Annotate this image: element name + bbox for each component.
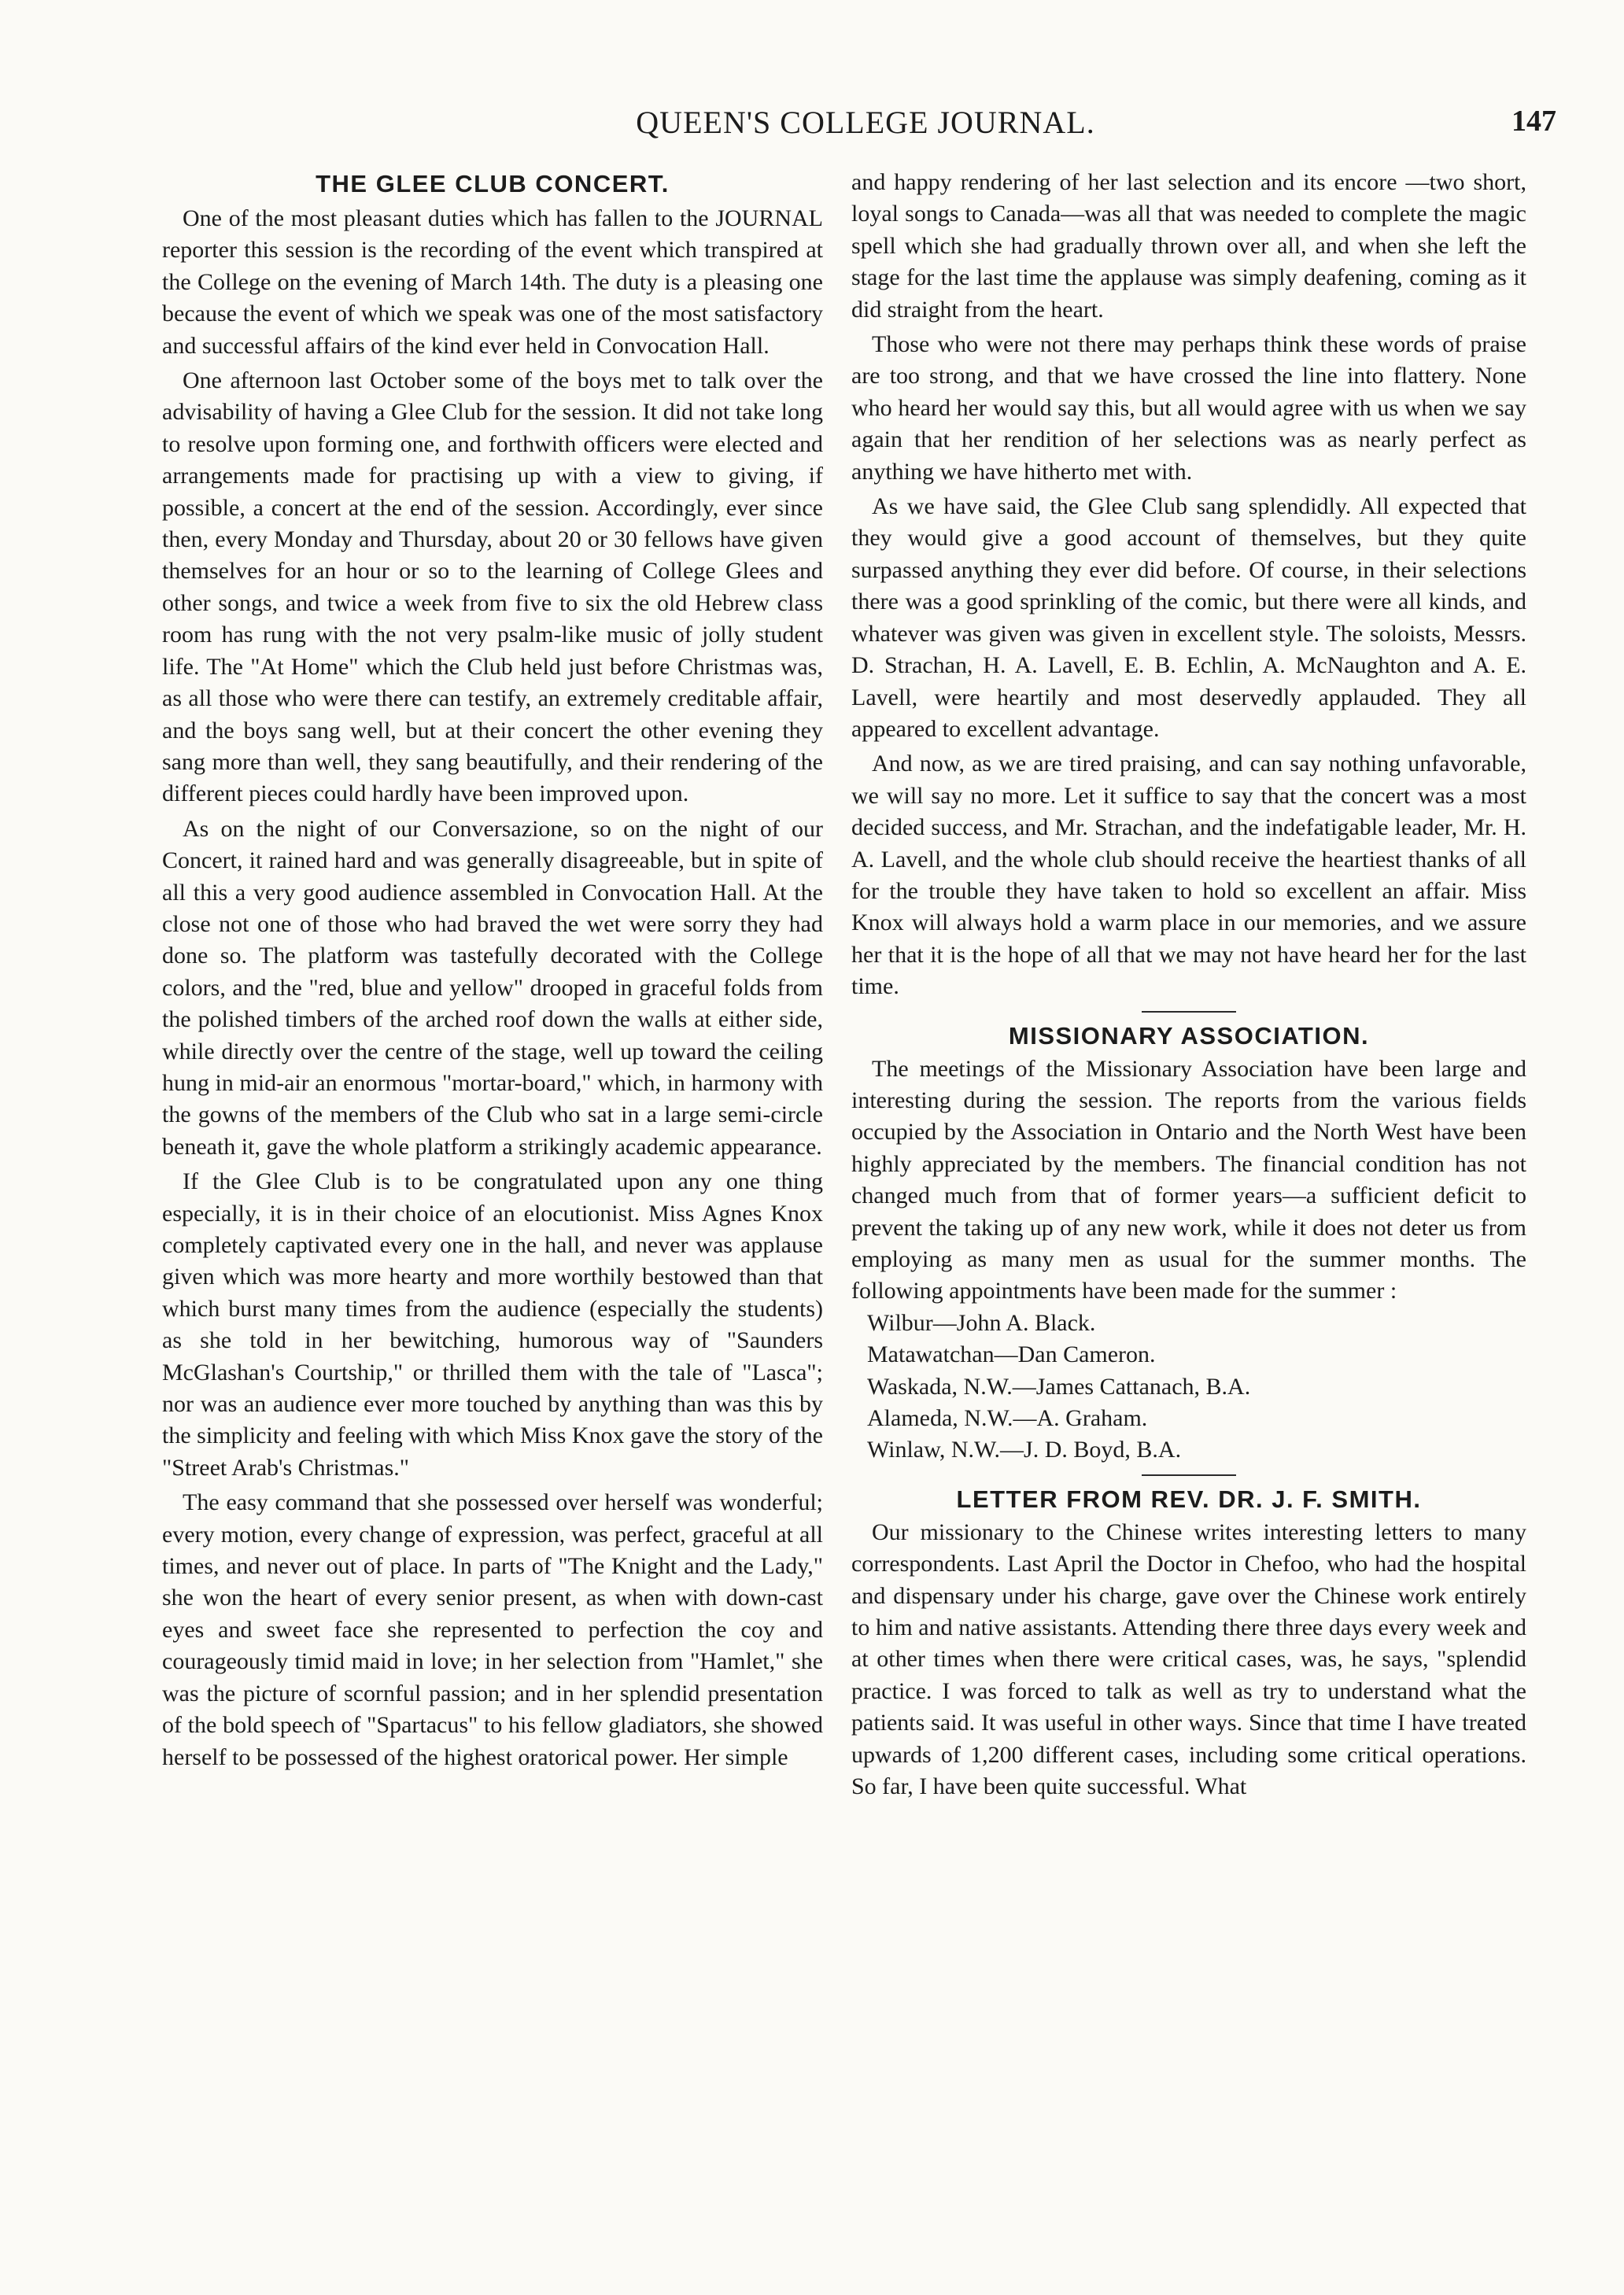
letter-heading: LETTER FROM REV. DR. J. F. SMITH. [956, 1485, 1422, 1513]
right-column [851, 167, 1526, 1803]
letter-paragraph-1: Our missionary to the Chinese writes interesting letters to many correspondents. Last April the Doctor in Chefoo, who had the hospital and dispensary under his charge, gave over the Chinese work entirely to him and native assistants. Attending there three days every week and at other times when there were critical cases, was, he says, "splendid practice. I was forced to talk as well as try to understand what the patients said. It was useful in other ways. Since that time I have treated upwards of 1,200 different cases, including some critical operations. So far, I have been quite successful. What [851, 1518, 1526, 1800]
section-divider [1142, 1011, 1236, 1013]
running-head [0, 104, 1624, 151]
missionary-heading: MISSIONARY ASSOCIATION. [1008, 1021, 1370, 1050]
section-divider [1142, 1474, 1236, 1476]
glee-club-paragraph-9: And now, as we are tired praising, and can say nothing unfavorable, we will say no more. Let it suffice to say that the concert was a most decided success, and Mr. Strachan, and the indefatigable leader, Mr. H. A. Lavell, and the whole club should receive the heartiest thanks of all for the trouble they have taken to hold so excellent an affair. Miss Knox will always hold a warm place in our memories, and we assure her that it is the hope of all that we may not have heard her for the last time. [851, 751, 1526, 1000]
glee-club-paragraph-1: One of the most pleasant duties which has fallen to the JOURNAL reporter this session is the recording of the event which transpired at the College on the evening of March 14th. The duty is a pleasing one because the event of which we speak was one of the most satisfactory and successful affairs of the kind ever held in Convocation Hall. [162, 205, 823, 359]
left-column [162, 167, 823, 1773]
glee-club-paragraph-4: If the Glee Club is to be congratulated upon any one thing especially, it is in their choice of an elocutionist. Miss Agnes Knox completely captivated every one in the hall, and never was applause given which was more hearty and more worthily bestowed than that which burst many times from the audience (especially the students) as she told in her bewitching, humorous way of "Saunders McGlashan's Courtship," or thrilled them with the tale of "Lasca"; nor was an audience ever more touched by anything than was this by the simplicity and feeling with which Miss Knox gave the story of the "Street Arab's Christmas." [162, 1168, 823, 1481]
glee-club-paragraph-6: and happy rendering of her last selection and its encore —two short, loyal songs to Canada—was all that was needed to complete the magic spell which she had gradually thrown over all, and when she left the stage for the last time the applause was simply deafening, coming as it did straight from the heart. [851, 169, 1526, 323]
glee-club-paragraph-8: As we have said, the Glee Club sang splendidly. All expected that they would give a good account of themselves, but they quite surpassed anything they ever did before. Of course, in their selections there was a good sprinkling of the comic, but there were all kinds, and whatever was given was given in excellent style. The soloists, Messrs. D. Strachan, H. A. Lavell, E. B. Echlin, A. McNaughton and A. E. Lavell, were heartily and most deservedly applauded. They all appeared to excellent advantage. [851, 493, 1526, 742]
missionary-paragraph-1: The meetings of the Missionary Association have been large and interesting during the session. The reports from the various fields occupied by the Association in Ontario and the North West have been highly appreciated by the members. The financial condition has not changed much from that of former years—a sufficient deficit to prevent the taking up of any new work, while it does not deter us from employing as many men as usual for the summer months. The following appointments have been made for the summer : [851, 1055, 1526, 1304]
appointment-item: Winlaw, N.W.—J. D. Boyd, B.A. [867, 1437, 1182, 1463]
journal-title: QUEEN'S COLLEGE JOURNAL. [636, 105, 1095, 140]
appointment-item: Wilbur—John A. Black. [867, 1309, 1096, 1336]
glee-club-heading: THE GLEE CLUB CONCERT. [316, 170, 670, 197]
glee-club-paragraph-3: As on the night of our Conversazione, so on the night of our Concert, it rained hard and was generally disagreeable, but in spite of all this a very good audience assembled in Convocation Hall. At the close not one of those who had braved the wet were sorry they had done so. The platform was tastefully decorated with the College colors, and the "red, blue and yellow" drooped in graceful folds from the polished timbers of the arched roof down the walls at either side, while directly over the centre of the stage, well up toward the ceiling hung in mid-air an enormous "mortar-board," which, in harmony with the gowns of the members of the Club who sat in a large semi-circle beneath it, gave the whole platform a strikingly academic appearance. [162, 815, 823, 1160]
glee-club-paragraph-5: The easy command that she possessed over herself was wonderful; every motion, every change of expression, was perfect, graceful at all times, and never out of place. In parts of "The Knight and the Lady," she won the heart of every senior present, as when with down-cast eyes and sweet face she represented to perfection the coy and courageously timid maid in love; in her selection from "Hamlet," she was the picture of scornful passion; and in her splendid presentation of the bold speech of "Spartacus" to his fellow gladiators, she showed herself to be possessed of the highest oratorical power. Her simple [162, 1489, 823, 1770]
glee-club-paragraph-7: Those who were not there may perhaps think these words of praise are too strong, and that we have crossed the line into flattery. None who heard her would say this, but all would agree with us when we say again that her rendition of her selections was as nearly perfect as anything we have hitherto met with. [851, 331, 1526, 485]
glee-club-paragraph-2: One afternoon last October some of the boys met to talk over the advisability of having a Glee Club for the session. It did not take long to resolve upon forming one, and forthwith officers were elected and arrangements made for practising up with a view to giving, if possible, a concert at the end of the session. Accordingly, ever since then, every Monday and Thursday, about 20 or 30 fellows have given themselves for an hour or so to the learning of College Glees and other songs, and twice a week from five to six the old Hebrew class room has rung with the not very psalm-like music of jolly student life. The "At Home" which the Club held just before Christmas was, as all those who were there can testify, an extremely creditable affair, and the boys sang well, but at their concert the other evening they sang more than well, they sang beautifully, and their rendering of the different pieces could hardly have been improved upon. [162, 367, 823, 807]
appointments-list [851, 1308, 1526, 1467]
page-number: 147 [1511, 105, 1556, 138]
appointment-item: Alameda, N.W.—A. Graham. [867, 1405, 1148, 1432]
appointment-item: Matawatchan—Dan Cameron. [867, 1341, 1156, 1368]
appointment-item: Waskada, N.W.—James Cattanach, B.A. [867, 1373, 1251, 1400]
